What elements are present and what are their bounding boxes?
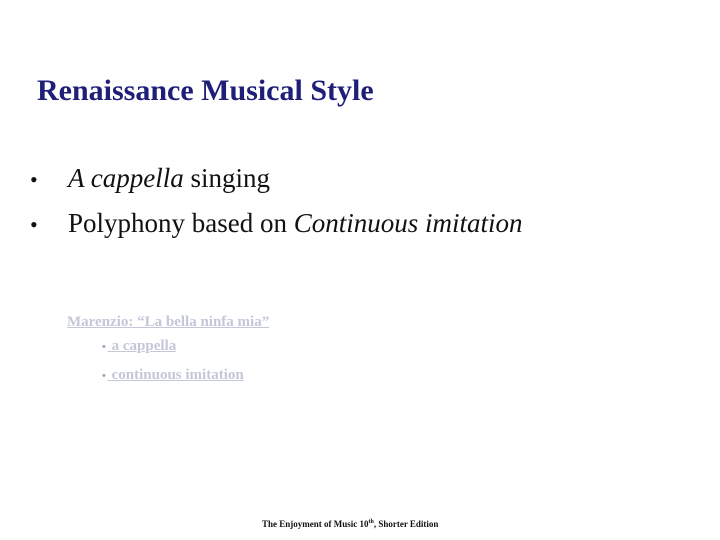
- bullet-item-polyphony: [30, 208, 523, 253]
- a-cappella-link[interactable]: a cappella: [107, 338, 177, 354]
- bullet-list: [30, 163, 523, 253]
- bullet-text: [68, 163, 270, 194]
- bullet-plain-text: Polyphony based on: [68, 208, 294, 238]
- sub-bullet-marker: •: [102, 370, 106, 382]
- footer-text-after: , Shorter Edition: [373, 519, 439, 529]
- listening-example-link[interactable]: Marenzio: “La bella ninfa mia”: [67, 314, 270, 330]
- footer-superscript: th: [368, 519, 374, 525]
- bullet-italic-text: A cappella: [68, 163, 184, 193]
- footer-citation: [262, 519, 438, 529]
- continuous-imitation-link[interactable]: continuous imitation: [107, 367, 244, 383]
- sub-link-item: [102, 365, 269, 386]
- listening-links: [67, 312, 269, 386]
- bullet-text: [68, 208, 523, 239]
- sub-link-item: [102, 336, 269, 357]
- slide-title: Renaissance Musical Style: [37, 74, 374, 107]
- bullet-marker: •: [30, 167, 38, 192]
- bullet-item-a-cappella: [30, 163, 523, 208]
- sub-bullet-marker: •: [102, 341, 106, 353]
- bullet-italic-text: Continuous imitation: [293, 208, 523, 238]
- bullet-plain-text: singing: [183, 163, 270, 193]
- footer-text: The Enjoyment of Music 10: [262, 519, 369, 529]
- bullet-marker: •: [30, 212, 38, 237]
